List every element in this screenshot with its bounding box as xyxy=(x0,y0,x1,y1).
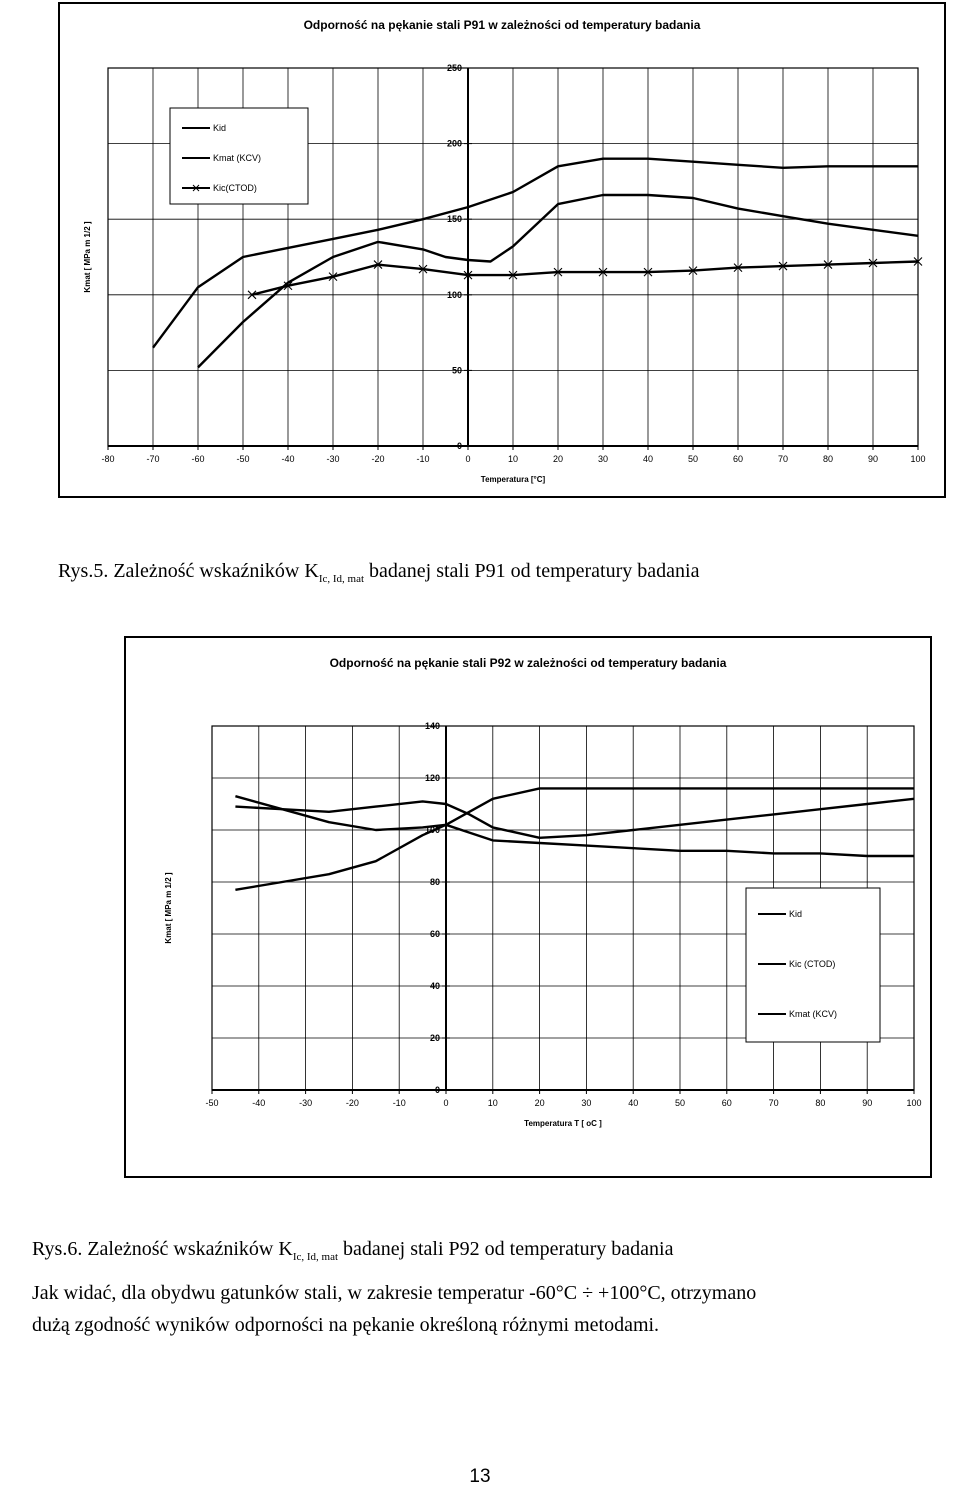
y-tick-label: 40 xyxy=(429,981,440,991)
x-tick-label: 90 xyxy=(862,1098,873,1108)
y-tick-label: 20 xyxy=(429,1033,440,1043)
y-tick-label: 150 xyxy=(446,214,462,225)
x-axis-title: Temperatura [°C] xyxy=(480,475,546,484)
series-line xyxy=(235,796,914,856)
figure-p92 xyxy=(124,636,932,1178)
x-tick-label: -30 xyxy=(299,1098,313,1108)
x-tick-label: 50 xyxy=(674,1098,686,1108)
x-tick-label: 50 xyxy=(687,454,699,464)
caption-subscript: Ic, Id, mat xyxy=(292,1251,339,1263)
caption-text: Rys.5. Zależność wskaźników K xyxy=(58,560,319,582)
x-tick-label: 30 xyxy=(597,454,609,464)
y-tick-label: 250 xyxy=(446,63,462,73)
x-tick-label: -80 xyxy=(101,454,115,464)
x-tick-label: 100 xyxy=(906,1098,922,1108)
legend-label: Kid xyxy=(789,909,803,919)
x-tick-label: -40 xyxy=(281,454,295,464)
x-tick-label: -10 xyxy=(392,1098,406,1108)
x-axis-title: Temperatura T [ oC ] xyxy=(524,1119,602,1128)
y-tick-label: 140 xyxy=(424,721,440,731)
series-line xyxy=(252,262,918,295)
x-tick-label: -70 xyxy=(146,454,160,464)
x-tick-label: 90 xyxy=(867,454,879,464)
x-tick-label: 100 xyxy=(910,454,926,464)
x-tick-label: -10 xyxy=(416,454,430,464)
x-tick-label: -20 xyxy=(345,1098,359,1108)
paragraph-line-1: Jak widać, dla obydwu gatunków stali, w zakresie temperatur -60°C ÷ +100°C, otrzymano xyxy=(32,1282,757,1304)
x-tick-label: 20 xyxy=(552,454,564,464)
chart-title: Odporność na pękanie stali P91 w zależności od temperatury badania xyxy=(303,18,701,32)
x-tick-label: 60 xyxy=(732,454,744,464)
caption-text-end: badanej stali P92 od temperatury badania xyxy=(338,1238,674,1260)
legend-label: Kmat (KCV) xyxy=(213,153,262,163)
chart-p91-svg xyxy=(60,4,944,496)
caption-subscript: Ic, Id, mat xyxy=(318,573,365,585)
x-tick-label: 20 xyxy=(534,1098,545,1108)
series-line xyxy=(235,799,914,838)
x-tick-label: 40 xyxy=(628,1098,639,1108)
y-tick-label: 60 xyxy=(429,929,440,939)
x-tick-label: 60 xyxy=(721,1098,732,1108)
caption-text-end: badanej stali P91 od temperatury badania xyxy=(364,560,700,582)
x-tick-label: 40 xyxy=(642,454,654,464)
legend-label: Kic(CTOD) xyxy=(213,183,257,193)
x-tick-label: 0 xyxy=(465,454,471,464)
y-tick-label: 50 xyxy=(451,365,462,376)
legend-label: Kmat (KCV) xyxy=(789,1009,838,1019)
x-tick-label: -60 xyxy=(191,454,205,464)
y-tick-label: 100 xyxy=(446,289,462,300)
x-tick-label: -20 xyxy=(371,454,385,464)
x-tick-label: -30 xyxy=(326,454,340,464)
legend-label: Kid xyxy=(213,123,227,133)
x-tick-label: -50 xyxy=(205,1098,219,1108)
chart-title: Odporność na pękanie stali P92 w zależności od temperatury badania xyxy=(329,656,727,670)
x-tick-label: 30 xyxy=(581,1098,592,1108)
figure-caption xyxy=(32,1238,673,1263)
x-tick-label: 10 xyxy=(487,1098,498,1108)
caption-text: Rys.6. Zależność wskaźników K xyxy=(32,1238,293,1260)
y-tick-label: 80 xyxy=(429,877,440,887)
x-tick-label: 80 xyxy=(822,454,834,464)
chart-p92-svg xyxy=(126,638,930,1176)
page-number: 13 xyxy=(469,1466,491,1487)
y-tick-label: 100 xyxy=(424,825,440,835)
x-tick-label: 0 xyxy=(443,1098,449,1108)
x-tick-label: -50 xyxy=(236,454,250,464)
figure-caption xyxy=(58,560,699,585)
x-tick-label: 70 xyxy=(777,454,789,464)
x-tick-label: 80 xyxy=(815,1098,826,1108)
x-tick-label: 70 xyxy=(768,1098,779,1108)
figure-p91 xyxy=(58,2,946,498)
y-axis-title: Kmat [ MPa m 1/2 ] xyxy=(164,872,173,944)
y-tick-label: 120 xyxy=(424,773,440,783)
y-tick-label: 200 xyxy=(446,138,462,149)
paragraph-line-2: dużą zgodność wyników odporności na pękanie określoną różnymi metodami. xyxy=(32,1314,660,1336)
x-tick-label: 10 xyxy=(507,454,519,464)
x-tick-label: -40 xyxy=(252,1098,266,1108)
y-axis-title: Kmat [ MPa m 1/2 ] xyxy=(83,221,92,293)
legend-label: Kic (CTOD) xyxy=(789,959,836,969)
y-tick-label: 0 xyxy=(456,441,462,451)
y-tick-label: 0 xyxy=(434,1085,440,1095)
series-line xyxy=(235,788,914,889)
